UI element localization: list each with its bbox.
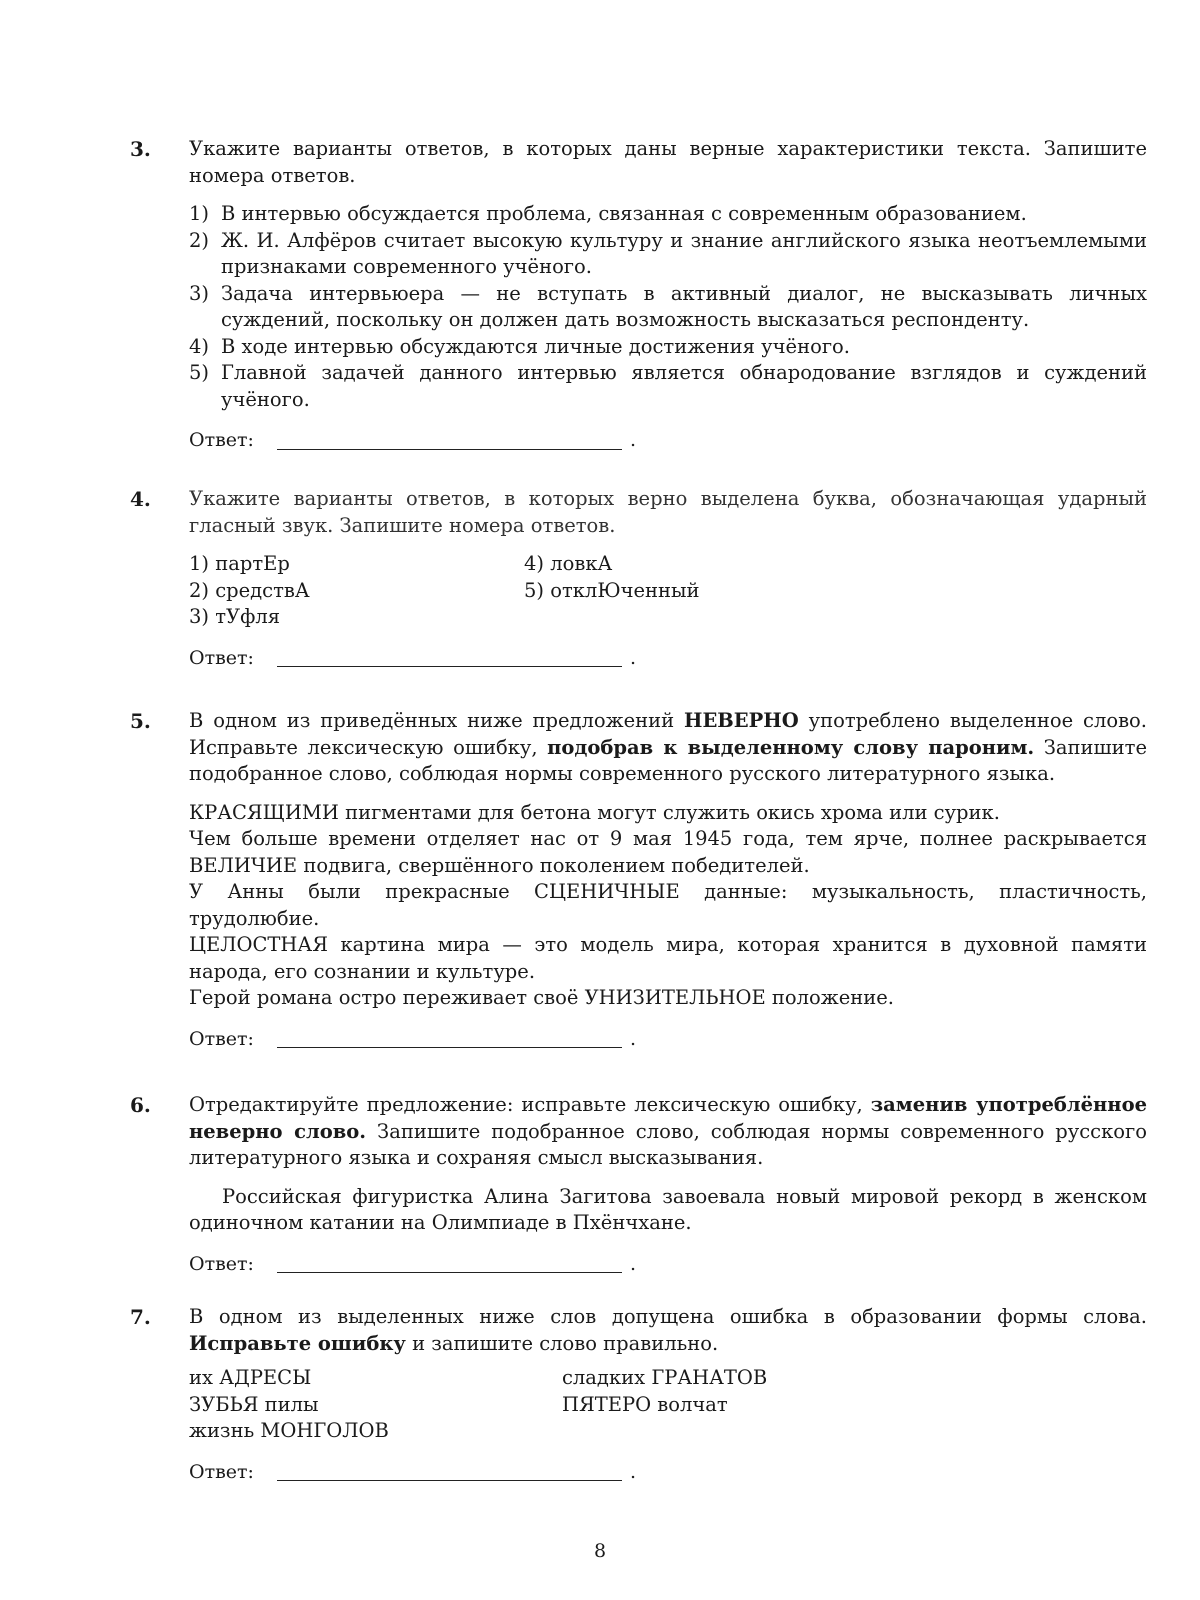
option-item: 5) Главной задачей данного интервью является обнародование взглядов и суждений учёного.	[189, 361, 1147, 411]
answer-field[interactable]	[277, 646, 622, 667]
task-number: 4.	[130, 487, 151, 511]
word-item: ЗУБЬЯ пилы	[189, 1392, 319, 1416]
word-item: ПЯТЕРО волчат	[562, 1392, 728, 1416]
task-number: 5.	[130, 709, 151, 733]
task-number: 7.	[130, 1305, 151, 1329]
words-columns	[189, 1365, 1147, 1445]
options-list	[189, 201, 1147, 413]
answer-row: Ответ: .	[189, 1251, 1147, 1278]
option-item: 2) Ж. И. Алфёров считает высокую культуру и знание английского языка неотъемлемыми признаками современного учёного.	[189, 228, 1147, 278]
sentences-block	[189, 800, 1147, 1012]
answer-field[interactable]	[277, 1027, 622, 1048]
task-prompt: Отредактируйте предложение: исправьте лексическую ошибку, заменив употреблённое неверно слово. Запишите подобранное слово, соблюдая нормы современного русского литературного языка и сохраняя смысл высказывания.	[189, 1093, 1147, 1169]
answer-row: Ответ: .	[189, 645, 1147, 672]
page-number: 8	[593, 1540, 607, 1562]
answer-label: Ответ:	[189, 429, 254, 451]
word-item: жизнь МОНГОЛОВ	[189, 1419, 389, 1442]
answer-row: Ответ: .	[189, 1459, 1147, 1486]
sentence: КРАСЯЩИМИ пигментами для бетона могут служить окись хрома или сурик.	[189, 800, 1000, 824]
sentence: У Анны были прекрасные СЦЕНИЧНЫЕ данные: музыкальность, пластичность, трудолюбие.	[189, 880, 1147, 930]
task-prompt: Укажите варианты ответов, в которых даны верные характеристики текста. Запишите номера ответов.	[189, 137, 1147, 187]
task-number: 3.	[130, 137, 151, 161]
answer-row: Ответ: .	[189, 1026, 1147, 1053]
option-item: 4) ловкА	[524, 552, 613, 575]
answer-label: Ответ:	[189, 1460, 254, 1483]
option-item: 1) партЕр	[189, 552, 290, 575]
answer-label: Ответ:	[189, 1252, 254, 1275]
sentence: Чем больше времени отделяет нас от 9 мая 1945 года, тем ярче, полнее раскрывается ВЕЛИЧИЕ подвига, свершённого поколением победителей.	[189, 827, 1147, 877]
task-prompt: В одном из приведённых ниже предложений НЕВЕРНО употреблено выделенное слово. Исправьте лексическую ошибку, подобрав к выделенному слову пароним. Запишите подобранное слово, соблюдая нормы современного русского литературного языка.	[189, 709, 1147, 785]
option-item: 1) В интервью обсуждается проблема, связанная с современным образованием.	[189, 202, 1027, 225]
sentence: Герой романа остро переживает своё УНИЗИТЕЛЬНОЕ положение.	[189, 986, 894, 1009]
answer-field[interactable]	[277, 1252, 622, 1273]
option-item: 3) тУфля	[189, 605, 281, 628]
option-item: 3) Задача интервьюера — не вступать в активный диалог, не высказывать личных суждений, поскольку он должен дать возможность высказаться респонденту.	[189, 281, 1147, 331]
word-item: сладких ГРАНАТОВ	[562, 1366, 768, 1389]
task-prompt: В одном из выделенных ниже слов допущена ошибка в образовании формы слова. Исправьте ошибку и запишите слово правильно.	[189, 1305, 1147, 1355]
answer-field[interactable]	[277, 1460, 622, 1481]
task-number: 6.	[130, 1093, 151, 1117]
answer-label: Ответ:	[189, 646, 254, 669]
option-item: 5) отклЮченный	[524, 578, 700, 602]
sentence: Российская фигуристка Алина Загитова завоевала новый мировой рекорд в женском одиночном катании на Олимпиаде в Пхёнчхане.	[189, 1184, 1147, 1234]
answer-label: Ответ:	[189, 1027, 254, 1050]
option-item: 4) В ходе интервью обсуждаются личные достижения учёного.	[189, 334, 850, 358]
option-item: 2) средствА	[189, 578, 310, 602]
word-item: их АДРЕСЫ	[189, 1366, 312, 1389]
task-prompt: Укажите варианты ответов, в которых верно выделена буква, обозначающая ударный гласный звук. Запишите номера ответов.	[189, 487, 1147, 537]
answer-row: Ответ: .	[189, 427, 1147, 454]
answer-field[interactable]	[277, 429, 622, 450]
sentence: ЦЕЛОСТНАЯ картина мира — это модель мира, которая хранится в духовной памяти народа, его сознании и культуре.	[189, 933, 1147, 983]
options-columns	[189, 551, 1147, 631]
